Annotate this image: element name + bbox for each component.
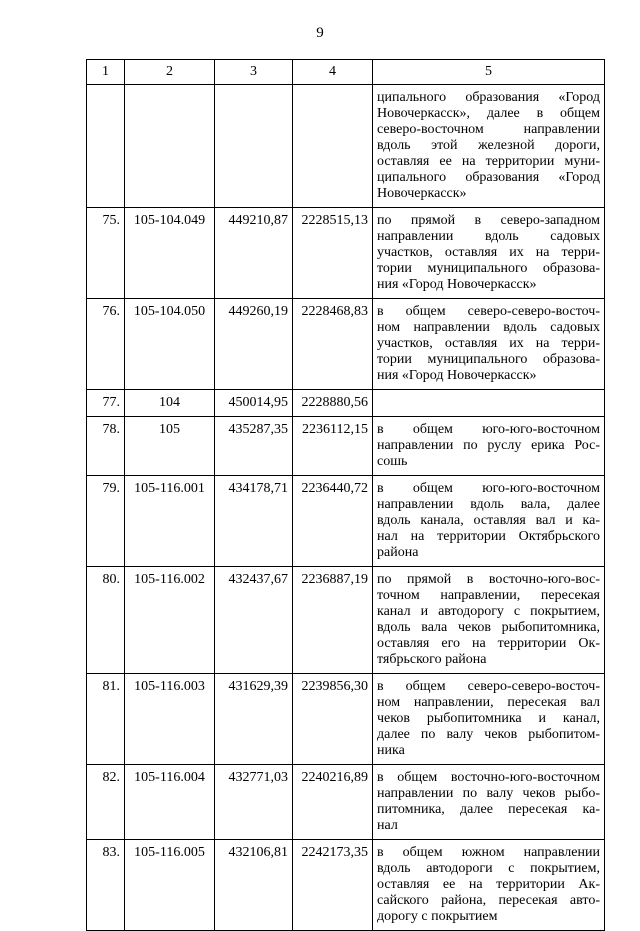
description-line: в общем северо-северо-восточ- [377, 304, 600, 319]
point-code-cell: 105-116.003 [125, 674, 215, 765]
description-line: направлении по валу чеков рыбо- [377, 786, 600, 801]
row-number-cell: 82. [87, 765, 125, 840]
description-line: тории муниципального образова- [377, 352, 600, 367]
table-row [87, 390, 605, 417]
row-number-cell: 77. [87, 390, 125, 417]
boundary-description-cell [373, 674, 605, 765]
x-coordinate-cell: 432771,03 [215, 765, 293, 840]
description-line: по прямой в восточно-юго-вос- [377, 572, 600, 587]
x-coordinate-cell: 450014,95 [215, 390, 293, 417]
description-line: в общем юго-юго-восточном [377, 422, 600, 437]
x-coordinate-cell [215, 85, 293, 208]
y-coordinate-cell: 2228468,83 [293, 299, 373, 390]
boundary-description-cell [373, 840, 605, 931]
description-line: ципального образования «Город [377, 170, 600, 185]
description-line: по прямой в северо-западном [377, 213, 600, 228]
point-code-cell: 105-104.049 [125, 208, 215, 299]
table-body [87, 60, 605, 931]
description-line: ника [377, 743, 405, 758]
point-code-cell [125, 85, 215, 208]
y-coordinate-cell: 2228880,56 [293, 390, 373, 417]
description-line: тории муниципального образова- [377, 261, 600, 276]
description-line: вдоль этой железной дороги, [377, 138, 600, 153]
boundary-description-cell [373, 567, 605, 674]
description-line: в общем северо-северо-восточ- [377, 679, 600, 694]
description-line: ния «Город Новочеркасск» [377, 368, 537, 383]
table-row [87, 417, 605, 476]
boundary-description-cell [373, 85, 605, 208]
table-row [87, 85, 605, 208]
description-line: направлении вдоль садовых [377, 229, 600, 244]
description-line: Новочеркасск» [377, 186, 467, 201]
description-line: сошь [377, 454, 408, 469]
row-number-cell: 75. [87, 208, 125, 299]
y-coordinate-cell [293, 85, 373, 208]
description-line: нал на территории Октябрьского [377, 529, 600, 544]
description-line: сайского района, пересекая авто- [377, 893, 600, 908]
row-number-cell: 81. [87, 674, 125, 765]
description-line: оставляя его на территории Ок- [377, 636, 600, 651]
y-coordinate-cell: 2236440,72 [293, 476, 373, 567]
boundary-description-cell [373, 208, 605, 299]
description-line: питомника, далее пересекая ка- [377, 802, 600, 817]
description-line: тябрьского района [377, 652, 487, 667]
description-line: в общем восточно-юго-восточном [377, 770, 600, 785]
boundary-description-cell [373, 390, 605, 417]
x-coordinate-cell: 432106,81 [215, 840, 293, 931]
header-cell-4: 4 [293, 60, 373, 85]
description-line: Новочеркасск», далее в общем [377, 106, 600, 121]
description-line: ципального образования «Город [377, 90, 600, 105]
table-row [87, 208, 605, 299]
description-line: далее по валу чеков рыбопитом- [377, 727, 600, 742]
boundary-description-cell [373, 417, 605, 476]
description-line: оставляя ее на территории Ак- [377, 877, 600, 892]
x-coordinate-cell: 431629,39 [215, 674, 293, 765]
row-number-cell: 78. [87, 417, 125, 476]
description-line: ном направлении, пересекая вал [377, 695, 600, 710]
point-code-cell: 104 [125, 390, 215, 417]
y-coordinate-cell: 2236887,19 [293, 567, 373, 674]
description-line: северо-восточном направлении [377, 122, 600, 137]
y-coordinate-cell: 2240216,89 [293, 765, 373, 840]
description-line: участков, оставляя их на терри- [377, 336, 600, 351]
y-coordinate-cell: 2239856,30 [293, 674, 373, 765]
boundary-description-cell [373, 765, 605, 840]
point-code-cell: 105-116.005 [125, 840, 215, 931]
description-line: чеков рыбопитомника и канал, [377, 711, 600, 726]
y-coordinate-cell: 2236112,15 [293, 417, 373, 476]
point-code-cell: 105 [125, 417, 215, 476]
x-coordinate-cell: 435287,35 [215, 417, 293, 476]
boundary-description-cell [373, 299, 605, 390]
y-coordinate-cell: 2242173,35 [293, 840, 373, 931]
description-line: нал [377, 818, 398, 833]
x-coordinate-cell: 432437,67 [215, 567, 293, 674]
description-line: в общем юго-юго-восточном [377, 481, 600, 496]
header-cell-3: 3 [215, 60, 293, 85]
point-code-cell: 105-116.002 [125, 567, 215, 674]
x-coordinate-cell: 449210,87 [215, 208, 293, 299]
description-line: канал и автодорогу с покрытием, [377, 604, 600, 619]
x-coordinate-cell: 434178,71 [215, 476, 293, 567]
point-code-cell: 105-104.050 [125, 299, 215, 390]
table-row [87, 567, 605, 674]
table-row [87, 674, 605, 765]
boundary-description-cell [373, 476, 605, 567]
table-row [87, 840, 605, 931]
description-line: дорогу с покрытием [377, 909, 498, 924]
description-line: точном направлении, пересекая [377, 588, 600, 603]
description-line: ния «Город Новочеркасск» [377, 277, 537, 292]
table-row [87, 299, 605, 390]
row-number-cell: 80. [87, 567, 125, 674]
row-number-cell: 76. [87, 299, 125, 390]
description-line: направлении по руслу ерика Рос- [377, 438, 600, 453]
description-line: в общем южном направлении [377, 845, 600, 860]
description-line: направлении вдоль вала, далее [377, 497, 600, 512]
header-cell-5: 5 [373, 60, 605, 85]
description-line: участков, оставляя их на терри- [377, 245, 600, 260]
description-line: вдоль автодороги с покрытием, [377, 861, 600, 876]
coordinates-table [86, 59, 605, 931]
description-line: ном направлении вдоль садовых [377, 320, 600, 335]
row-number-cell: 79. [87, 476, 125, 567]
x-coordinate-cell: 449260,19 [215, 299, 293, 390]
table-row [87, 765, 605, 840]
description-line: района [377, 545, 419, 560]
row-number-cell [87, 85, 125, 208]
row-number-cell: 83. [87, 840, 125, 931]
page-number: 9 [316, 25, 324, 41]
header-cell-1: 1 [87, 60, 125, 85]
point-code-cell: 105-116.001 [125, 476, 215, 567]
header-row [87, 60, 605, 85]
description-line: вдоль канала, оставляя вал и ка- [377, 513, 600, 528]
y-coordinate-cell: 2228515,13 [293, 208, 373, 299]
description-line: оставляя ее на территории муни- [377, 154, 600, 169]
header-cell-2: 2 [125, 60, 215, 85]
point-code-cell: 105-116.004 [125, 765, 215, 840]
description-line: вдоль вала чеков рыбопитомника, [377, 620, 600, 635]
table-row [87, 476, 605, 567]
